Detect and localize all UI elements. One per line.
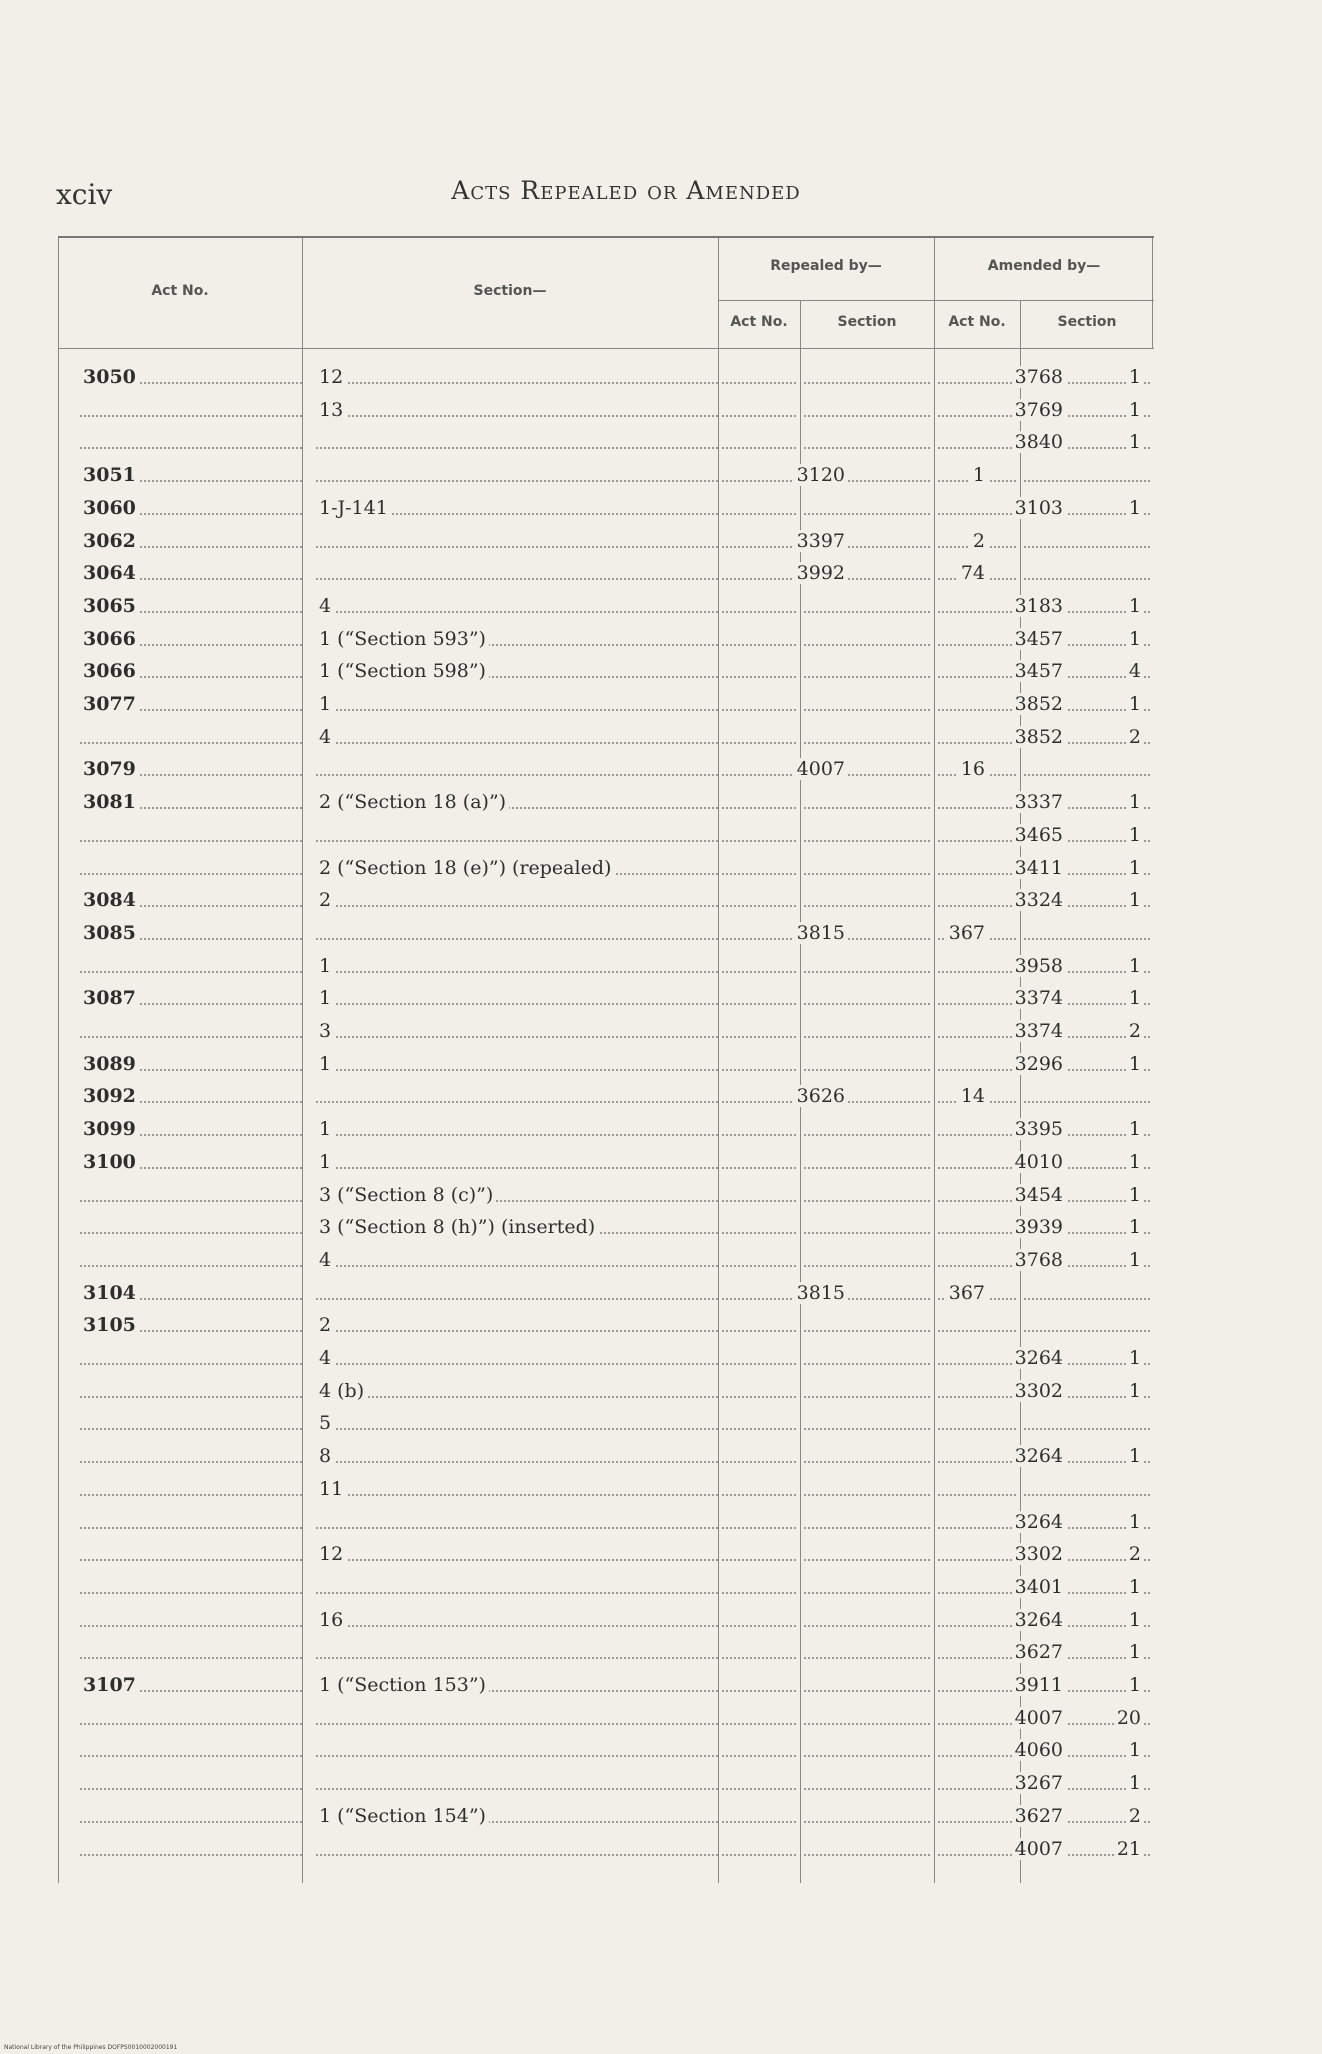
act-no-cell: 3079 bbox=[80, 754, 298, 784]
act-no-cell bbox=[80, 1703, 298, 1733]
section-cell: 3 (“Section 8 (h)”) (inserted) bbox=[316, 1212, 772, 1242]
repealed-act-cell bbox=[728, 1801, 848, 1831]
amended-act-cell: 3852 bbox=[958, 722, 1066, 752]
section-cell bbox=[316, 1834, 772, 1864]
table-row bbox=[58, 460, 1154, 490]
amended-act-cell: 3627 bbox=[958, 1637, 1066, 1667]
section-cell: 1 (“Section 153”) bbox=[316, 1670, 772, 1700]
amended-section-cell: 1 bbox=[1088, 885, 1154, 915]
repealed-act-cell bbox=[728, 951, 848, 981]
table-row bbox=[58, 853, 1154, 883]
section-cell: 4 bbox=[316, 591, 772, 621]
act-no-cell bbox=[80, 1637, 298, 1667]
act-no-cell bbox=[80, 1376, 298, 1406]
repealed-act-cell bbox=[728, 1834, 848, 1864]
amended-section-cell: 20 bbox=[1088, 1703, 1154, 1733]
act-no-cell bbox=[80, 1801, 298, 1831]
section-cell bbox=[316, 460, 772, 490]
amended-act-cell bbox=[958, 1474, 1066, 1504]
repealed-act-cell: 3120 bbox=[728, 460, 848, 490]
section-cell: 16 bbox=[316, 1605, 772, 1635]
amended-section-cell: 1 bbox=[1088, 951, 1154, 981]
section-cell: 5 bbox=[316, 1408, 772, 1438]
repealed-act-cell: 3626 bbox=[728, 1081, 848, 1111]
repealed-act-cell bbox=[728, 1114, 848, 1144]
act-no-cell: 3085 bbox=[80, 918, 298, 948]
table-row bbox=[58, 983, 1154, 1013]
section-cell: 1 bbox=[316, 951, 772, 981]
table-row bbox=[58, 1834, 1154, 1864]
amended-section-cell: 2 bbox=[1088, 1016, 1154, 1046]
section-cell: 1 bbox=[316, 1147, 772, 1177]
section-cell bbox=[316, 918, 772, 948]
table-row bbox=[58, 1507, 1154, 1537]
section-cell bbox=[316, 558, 772, 588]
amended-section-cell bbox=[1088, 918, 1154, 948]
section-cell: 12 bbox=[316, 362, 772, 392]
header-repealed-section: Section bbox=[837, 314, 897, 330]
section-cell: 4 bbox=[316, 1245, 772, 1275]
amended-act-cell: 3840 bbox=[958, 427, 1066, 457]
repealed-act-cell bbox=[728, 427, 848, 457]
amended-act-cell: 3958 bbox=[958, 951, 1066, 981]
act-no-cell bbox=[80, 853, 298, 883]
repealed-act-cell bbox=[728, 1343, 848, 1373]
act-no-cell bbox=[80, 1180, 298, 1210]
amended-act-cell: 3264 bbox=[958, 1507, 1066, 1537]
amended-act-cell: 3395 bbox=[958, 1114, 1066, 1144]
section-cell: 2 (“Section 18 (a)”) bbox=[316, 787, 772, 817]
act-no-cell: 3100 bbox=[80, 1147, 298, 1177]
header-repealed-by: Repealed by— bbox=[770, 258, 882, 274]
amended-act-cell: 3264 bbox=[958, 1605, 1066, 1635]
amended-act-cell: 4007 bbox=[958, 1703, 1066, 1733]
act-no-cell bbox=[80, 1572, 298, 1602]
act-no-cell bbox=[80, 820, 298, 850]
amended-section-cell bbox=[1088, 1278, 1154, 1308]
amended-act-cell: 3374 bbox=[958, 1016, 1066, 1046]
section-cell bbox=[316, 1081, 772, 1111]
amended-act-cell: 4010 bbox=[958, 1147, 1066, 1177]
table-row bbox=[58, 1049, 1154, 1079]
section-cell: 4 (b) bbox=[316, 1376, 772, 1406]
amended-act-cell bbox=[958, 460, 1066, 490]
act-no-cell bbox=[80, 1735, 298, 1765]
table-row bbox=[58, 1278, 1154, 1308]
amended-act-cell bbox=[958, 1081, 1066, 1111]
table-row bbox=[58, 754, 1154, 784]
repealed-act-cell bbox=[728, 1376, 848, 1406]
amended-act-cell: 3411 bbox=[958, 853, 1066, 883]
amended-section-cell: 1 bbox=[1088, 1376, 1154, 1406]
amended-section-cell: 1 bbox=[1088, 689, 1154, 719]
amended-act-cell: 3374 bbox=[958, 983, 1066, 1013]
amended-section-cell: 1 bbox=[1088, 853, 1154, 883]
amended-section-cell: 1 bbox=[1088, 427, 1154, 457]
amended-act-cell: 3337 bbox=[958, 787, 1066, 817]
rule-header-bottom bbox=[58, 348, 1154, 349]
amended-section-cell: 1 bbox=[1088, 362, 1154, 392]
amended-section-cell: 1 bbox=[1088, 1114, 1154, 1144]
repealed-act-cell bbox=[728, 1735, 848, 1765]
header-amended-section: Section bbox=[1057, 314, 1117, 330]
section-cell bbox=[316, 1572, 772, 1602]
table-row bbox=[58, 1670, 1154, 1700]
amended-section-cell: 4 bbox=[1088, 656, 1154, 686]
section-cell: 3 (“Section 8 (c)”) bbox=[316, 1180, 772, 1210]
act-no-cell: 3077 bbox=[80, 689, 298, 719]
section-cell: 1 (“Section 598”) bbox=[316, 656, 772, 686]
amended-section-cell: 1 bbox=[1088, 1343, 1154, 1373]
table-row bbox=[58, 1212, 1154, 1242]
table-row bbox=[58, 1605, 1154, 1635]
amended-act-cell: 3296 bbox=[958, 1049, 1066, 1079]
amended-act-cell bbox=[958, 1278, 1066, 1308]
amended-section-cell: 1 bbox=[1088, 1147, 1154, 1177]
section-cell: 11 bbox=[316, 1474, 772, 1504]
act-no-cell bbox=[80, 1507, 298, 1537]
amended-section-cell: 1 bbox=[1088, 591, 1154, 621]
amended-act-cell: 3267 bbox=[958, 1768, 1066, 1798]
act-no-cell bbox=[80, 1245, 298, 1275]
amended-act-cell: 4007 bbox=[958, 1834, 1066, 1864]
repealed-act-cell bbox=[728, 1147, 848, 1177]
table-row bbox=[58, 1703, 1154, 1733]
act-no-cell: 3060 bbox=[80, 493, 298, 523]
table-row bbox=[58, 1572, 1154, 1602]
table-row bbox=[58, 558, 1154, 588]
table-row bbox=[58, 951, 1154, 981]
amended-section-cell: 1 bbox=[1088, 983, 1154, 1013]
repealed-act-cell bbox=[728, 1408, 848, 1438]
section-cell bbox=[316, 1735, 772, 1765]
amended-act-cell: 3852 bbox=[958, 689, 1066, 719]
table-row bbox=[58, 1147, 1154, 1177]
repealed-section-cell: 74 bbox=[858, 558, 988, 588]
section-cell: 1 bbox=[316, 689, 772, 719]
repealed-act-cell bbox=[728, 885, 848, 915]
amended-section-cell: 1 bbox=[1088, 1670, 1154, 1700]
act-no-cell bbox=[80, 395, 298, 425]
act-no-cell: 3065 bbox=[80, 591, 298, 621]
act-no-cell bbox=[80, 722, 298, 752]
amended-act-cell: 3103 bbox=[958, 493, 1066, 523]
act-no-cell bbox=[80, 427, 298, 457]
amended-act-cell: 3769 bbox=[958, 395, 1066, 425]
act-no-cell bbox=[80, 1768, 298, 1798]
repealed-section-cell: 16 bbox=[858, 754, 988, 784]
table-row bbox=[58, 1539, 1154, 1569]
amended-section-cell bbox=[1088, 460, 1154, 490]
table-row bbox=[58, 1376, 1154, 1406]
repealed-act-cell bbox=[728, 624, 848, 654]
repealed-act-cell bbox=[728, 1212, 848, 1242]
section-cell: 1 (“Section 593”) bbox=[316, 624, 772, 654]
table-row bbox=[58, 1408, 1154, 1438]
footer-credit: National Library of the Philippines DOFPS0010002000191 bbox=[4, 2044, 178, 2051]
act-no-cell: 3062 bbox=[80, 526, 298, 556]
amended-act-cell: 3401 bbox=[958, 1572, 1066, 1602]
table-row bbox=[58, 493, 1154, 523]
repealed-act-cell bbox=[728, 493, 848, 523]
amended-section-cell: 1 bbox=[1088, 1605, 1154, 1635]
act-no-cell bbox=[80, 1343, 298, 1373]
repealed-act-cell bbox=[728, 853, 848, 883]
amended-act-cell: 3302 bbox=[958, 1539, 1066, 1569]
act-no-cell bbox=[80, 1016, 298, 1046]
section-cell bbox=[316, 754, 772, 784]
amended-act-cell: 3911 bbox=[958, 1670, 1066, 1700]
table-row bbox=[58, 1441, 1154, 1471]
repealed-act-cell bbox=[728, 689, 848, 719]
section-cell: 13 bbox=[316, 395, 772, 425]
repealed-act-cell bbox=[728, 656, 848, 686]
amended-section-cell: 1 bbox=[1088, 1212, 1154, 1242]
header-repealed-act-no: Act No. bbox=[730, 314, 788, 330]
amended-act-cell: 3939 bbox=[958, 1212, 1066, 1242]
repealed-section-cell: 1 bbox=[858, 460, 988, 490]
repealed-act-cell bbox=[728, 1180, 848, 1210]
repealed-act-cell: 3992 bbox=[728, 558, 848, 588]
amended-act-cell: 3454 bbox=[958, 1180, 1066, 1210]
table-row bbox=[58, 1081, 1154, 1111]
repealed-act-cell bbox=[728, 1539, 848, 1569]
amended-section-cell: 1 bbox=[1088, 1637, 1154, 1667]
amended-act-cell: 3457 bbox=[958, 624, 1066, 654]
section-cell bbox=[316, 820, 772, 850]
amended-section-cell: 1 bbox=[1088, 395, 1154, 425]
amended-section-cell: 1 bbox=[1088, 1180, 1154, 1210]
repealed-act-cell bbox=[728, 1572, 848, 1602]
table-row bbox=[58, 1768, 1154, 1798]
table-row bbox=[58, 1343, 1154, 1373]
section-cell bbox=[316, 1278, 772, 1308]
table-row bbox=[58, 689, 1154, 719]
repealed-act-cell bbox=[728, 1768, 848, 1798]
repealed-act-cell bbox=[728, 1310, 848, 1340]
repealed-act-cell bbox=[728, 1703, 848, 1733]
amended-section-cell bbox=[1088, 558, 1154, 588]
repealed-act-cell bbox=[728, 1245, 848, 1275]
table-row bbox=[58, 1637, 1154, 1667]
repealed-section-cell: 14 bbox=[858, 1081, 988, 1111]
amended-act-cell: 3465 bbox=[958, 820, 1066, 850]
amended-act-cell bbox=[958, 1310, 1066, 1340]
repealed-act-cell: 3815 bbox=[728, 918, 848, 948]
rule-right bbox=[1152, 238, 1153, 348]
table-row bbox=[58, 591, 1154, 621]
amended-section-cell bbox=[1088, 1310, 1154, 1340]
repealed-act-cell bbox=[728, 1637, 848, 1667]
header-amended-by: Amended by— bbox=[987, 258, 1101, 274]
section-cell: 1 bbox=[316, 1049, 772, 1079]
act-no-cell: 3099 bbox=[80, 1114, 298, 1144]
act-no-cell bbox=[80, 1834, 298, 1864]
page-number: xciv bbox=[56, 178, 113, 211]
act-no-cell: 3050 bbox=[80, 362, 298, 392]
table-row bbox=[58, 722, 1154, 752]
table-row bbox=[58, 362, 1154, 392]
repealed-section-cell: 2 bbox=[858, 526, 988, 556]
section-cell: 3 bbox=[316, 1016, 772, 1046]
repealed-act-cell bbox=[728, 395, 848, 425]
amended-act-cell: 3457 bbox=[958, 656, 1066, 686]
act-no-cell: 3107 bbox=[80, 1670, 298, 1700]
repealed-act-cell bbox=[728, 1441, 848, 1471]
amended-section-cell bbox=[1088, 1474, 1154, 1504]
section-cell bbox=[316, 1768, 772, 1798]
amended-act-cell: 3302 bbox=[958, 1376, 1066, 1406]
act-no-cell bbox=[80, 1539, 298, 1569]
repealed-act-cell bbox=[728, 1605, 848, 1635]
act-no-cell: 3051 bbox=[80, 460, 298, 490]
repealed-act-cell bbox=[728, 787, 848, 817]
table-row bbox=[58, 918, 1154, 948]
repealed-act-cell bbox=[728, 1670, 848, 1700]
amended-act-cell: 3324 bbox=[958, 885, 1066, 915]
table-row bbox=[58, 427, 1154, 457]
header-amended-act-no: Act No. bbox=[948, 314, 1006, 330]
amended-section-cell: 1 bbox=[1088, 1507, 1154, 1537]
page-title: Acts Repealed or Amended bbox=[451, 176, 801, 205]
table-row bbox=[58, 395, 1154, 425]
table-row bbox=[58, 1310, 1154, 1340]
amended-act-cell bbox=[958, 1408, 1066, 1438]
repealed-section-cell: 367 bbox=[858, 918, 988, 948]
table-row bbox=[58, 1016, 1154, 1046]
section-cell: 2 bbox=[316, 885, 772, 915]
amended-section-cell: 1 bbox=[1088, 1245, 1154, 1275]
repealed-act-cell bbox=[728, 1507, 848, 1537]
act-no-cell: 3084 bbox=[80, 885, 298, 915]
repealed-act-cell bbox=[728, 362, 848, 392]
amended-act-cell: 3264 bbox=[958, 1441, 1066, 1471]
act-no-cell: 3092 bbox=[80, 1081, 298, 1111]
act-no-cell bbox=[80, 1605, 298, 1635]
amended-act-cell bbox=[958, 558, 1066, 588]
table-row bbox=[58, 1735, 1154, 1765]
amended-section-cell bbox=[1088, 526, 1154, 556]
amended-section-cell: 1 bbox=[1088, 820, 1154, 850]
amended-section-cell: 21 bbox=[1088, 1834, 1154, 1864]
act-no-cell: 3066 bbox=[80, 656, 298, 686]
repealed-act-cell: 3815 bbox=[728, 1278, 848, 1308]
act-no-cell bbox=[80, 1212, 298, 1242]
table-row bbox=[58, 1180, 1154, 1210]
acts-table bbox=[58, 236, 1154, 1883]
amended-section-cell bbox=[1088, 1408, 1154, 1438]
repealed-act-cell: 3397 bbox=[728, 526, 848, 556]
amended-section-cell: 1 bbox=[1088, 1572, 1154, 1602]
repealed-act-cell bbox=[728, 1016, 848, 1046]
amended-section-cell: 1 bbox=[1088, 493, 1154, 523]
amended-section-cell: 2 bbox=[1088, 1801, 1154, 1831]
repealed-act-cell bbox=[728, 820, 848, 850]
section-cell: 1 bbox=[316, 1114, 772, 1144]
table-row bbox=[58, 1245, 1154, 1275]
repealed-act-cell bbox=[728, 1474, 848, 1504]
table-row bbox=[58, 1801, 1154, 1831]
rule-header-sub bbox=[718, 300, 1154, 301]
section-cell bbox=[316, 427, 772, 457]
section-cell: 2 bbox=[316, 1310, 772, 1340]
table-row bbox=[58, 1114, 1154, 1144]
repealed-act-cell: 4007 bbox=[728, 754, 848, 784]
act-no-cell: 3104 bbox=[80, 1278, 298, 1308]
section-cell bbox=[316, 1703, 772, 1733]
section-cell bbox=[316, 1637, 772, 1667]
repealed-act-cell bbox=[728, 1049, 848, 1079]
section-cell bbox=[316, 526, 772, 556]
section-cell: 4 bbox=[316, 1343, 772, 1373]
act-no-cell bbox=[80, 1474, 298, 1504]
section-cell: 2 (“Section 18 (e)”) (repealed) bbox=[316, 853, 772, 883]
section-cell: 12 bbox=[316, 1539, 772, 1569]
section-cell: 4 bbox=[316, 722, 772, 752]
table-row bbox=[58, 656, 1154, 686]
amended-act-cell bbox=[958, 526, 1066, 556]
repealed-act-cell bbox=[728, 722, 848, 752]
section-cell bbox=[316, 1507, 772, 1537]
amended-act-cell: 3183 bbox=[958, 591, 1066, 621]
table-row bbox=[58, 787, 1154, 817]
repealed-section-cell: 367 bbox=[858, 1278, 988, 1308]
repealed-act-cell bbox=[728, 983, 848, 1013]
act-no-cell bbox=[80, 1441, 298, 1471]
amended-act-cell bbox=[958, 754, 1066, 784]
amended-act-cell: 3768 bbox=[958, 362, 1066, 392]
act-no-cell: 3087 bbox=[80, 983, 298, 1013]
amended-section-cell: 2 bbox=[1088, 722, 1154, 752]
amended-section-cell bbox=[1088, 1081, 1154, 1111]
table-row bbox=[58, 1474, 1154, 1504]
amended-section-cell bbox=[1088, 754, 1154, 784]
table-row bbox=[58, 526, 1154, 556]
section-cell: 1-J-141 bbox=[316, 493, 772, 523]
amended-section-cell: 1 bbox=[1088, 787, 1154, 817]
amended-act-cell bbox=[958, 918, 1066, 948]
act-no-cell: 3089 bbox=[80, 1049, 298, 1079]
table-row bbox=[58, 820, 1154, 850]
section-cell: 1 bbox=[316, 983, 772, 1013]
table-row bbox=[58, 885, 1154, 915]
amended-act-cell: 4060 bbox=[958, 1735, 1066, 1765]
act-no-cell bbox=[80, 1408, 298, 1438]
amended-act-cell: 3627 bbox=[958, 1801, 1066, 1831]
amended-section-cell: 1 bbox=[1088, 624, 1154, 654]
act-no-cell: 3064 bbox=[80, 558, 298, 588]
amended-section-cell: 1 bbox=[1088, 1768, 1154, 1798]
act-no-cell: 3105 bbox=[80, 1310, 298, 1340]
amended-section-cell: 1 bbox=[1088, 1735, 1154, 1765]
act-no-cell: 3081 bbox=[80, 787, 298, 817]
section-cell: 8 bbox=[316, 1441, 772, 1471]
amended-section-cell: 1 bbox=[1088, 1049, 1154, 1079]
amended-section-cell: 1 bbox=[1088, 1441, 1154, 1471]
amended-section-cell: 2 bbox=[1088, 1539, 1154, 1569]
act-no-cell: 3066 bbox=[80, 624, 298, 654]
act-no-cell bbox=[80, 951, 298, 981]
repealed-act-cell bbox=[728, 591, 848, 621]
header-act-no: Act No. bbox=[151, 283, 209, 299]
amended-act-cell: 3264 bbox=[958, 1343, 1066, 1373]
header-section: Section— bbox=[473, 283, 547, 299]
amended-act-cell: 3768 bbox=[958, 1245, 1066, 1275]
section-cell: 1 (“Section 154”) bbox=[316, 1801, 772, 1831]
table-row bbox=[58, 624, 1154, 654]
